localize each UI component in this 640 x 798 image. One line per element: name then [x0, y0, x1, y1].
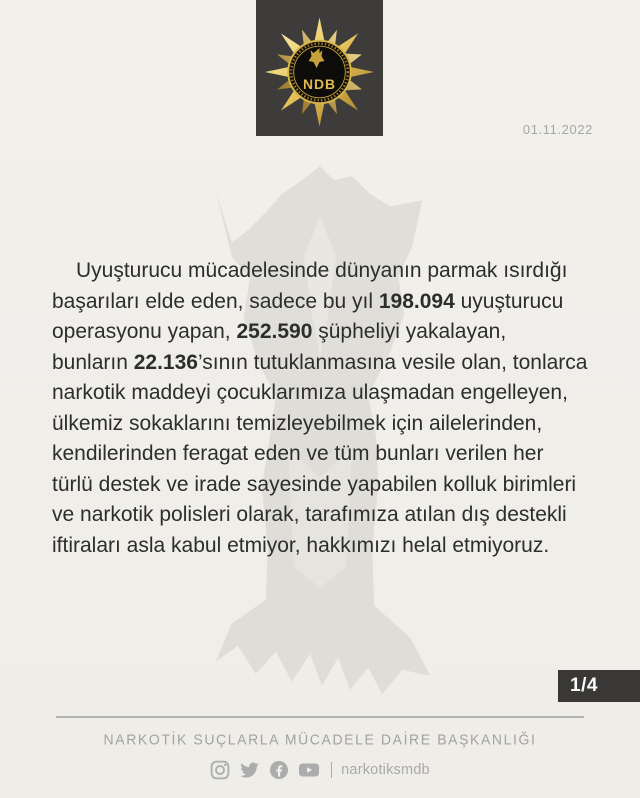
paragraph-line: başarıları elde eden, sadece bu yıl 198.094 uyuşturucu: [52, 289, 564, 313]
paragraph-line: Uyuşturucu mücadelesinde dünyanın parmak ısırdığı: [76, 259, 568, 282]
twitter-icon[interactable]: [239, 760, 260, 780]
statement-paragraph: [52, 256, 588, 561]
footer-divider: [56, 716, 584, 718]
paragraph-line: bunların 22.136’sının tutuklanmasına vesile olan, tonlarca: [52, 350, 588, 374]
paragraph-line: ülkemiz sokaklarını temizleyebilmek için ailelerinden,: [52, 411, 543, 435]
instagram-icon[interactable]: [210, 760, 230, 780]
post-date: 01.11.2022: [522, 122, 593, 137]
youtube-icon[interactable]: [298, 760, 320, 780]
paragraph-line: iftiraları asla kabul etmiyor, hakkımızı helal etmiyoruz.: [52, 533, 550, 557]
facebook-icon[interactable]: [269, 760, 289, 780]
paragraph-line: kendilerinden feragat eden ve tüm bunları verilen her: [52, 442, 544, 465]
badge-monogram: NDB: [302, 75, 337, 92]
paragraph-line: operasyonu yapan, 252.590 şüpheliyi yakalayan,: [52, 320, 507, 343]
handle-separator: [331, 762, 332, 778]
page-indicator: 1/4: [558, 670, 640, 702]
social-handle[interactable]: narkotiksmdb: [341, 762, 430, 778]
footer-title: NARKOTİK SUÇLARLA MÜCADELE DAİRE BAŞKANLIĞI: [103, 730, 537, 748]
paragraph-line: türlü destek ve irade sayesinde yapabilen kolluk birimleri: [52, 472, 577, 496]
footer-social-row: [0, 758, 640, 782]
paragraph-line: narkotik maddeyi çocuklarımıza ulaşmadan engelleyen,: [52, 381, 568, 404]
ndb-badge-icon: [256, 0, 383, 136]
paragraph-line: ve narkotik polisleri olarak, tarafımıza atılan dış destekli: [52, 503, 567, 526]
header-plate: [256, 0, 383, 136]
